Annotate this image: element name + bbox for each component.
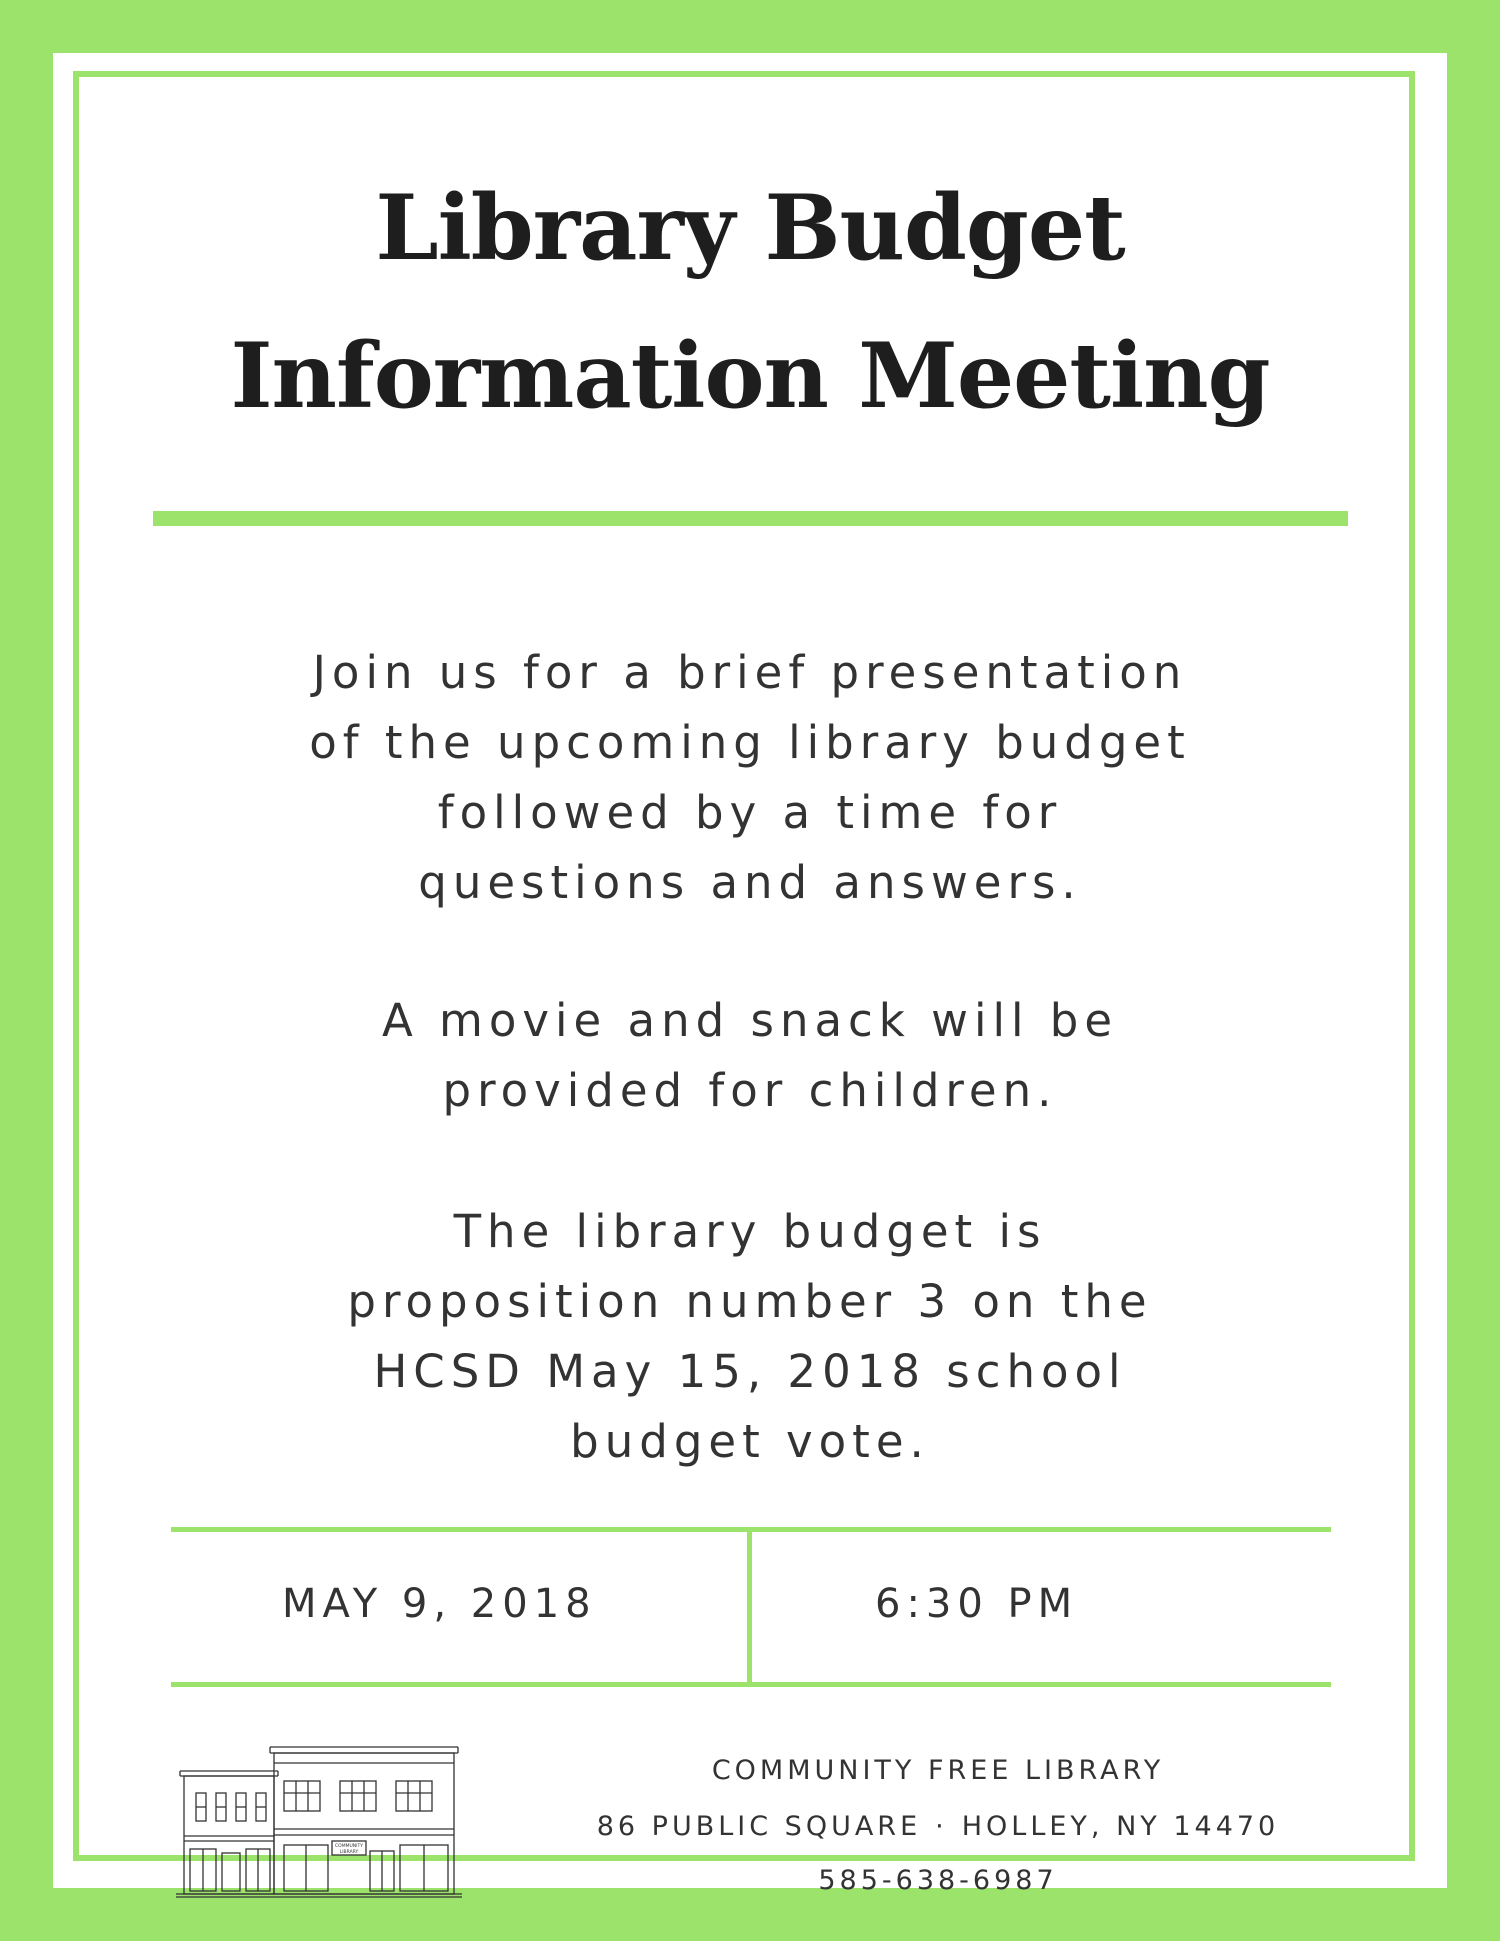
paragraph-line: HCSD May 15, 2018 school <box>373 1345 1127 1398</box>
paragraph-line: budget vote. <box>570 1415 930 1468</box>
city-state-zip: HOLLEY, NY 14470 <box>961 1811 1280 1842</box>
paragraph-line: followed by a time for <box>437 786 1063 839</box>
logo-sign-line-1: COMMUNITY <box>335 1844 363 1849</box>
paragraph-line: provided for children. <box>442 1064 1058 1117</box>
paragraph-children <box>53 986 1447 1126</box>
paragraph-proposition <box>53 1197 1447 1477</box>
library-name: COMMUNITY FREE LIBRARY <box>711 1755 1165 1786</box>
address-separator: · <box>935 1811 948 1842</box>
library-building-logo <box>174 1741 464 1901</box>
paragraph-line: of the upcoming library budget <box>309 716 1191 769</box>
flyer <box>53 53 1447 1896</box>
library-address <box>478 1809 1398 1845</box>
paragraph-line: Join us for a brief presentation <box>312 646 1188 699</box>
paragraph-line: The library budget is <box>453 1205 1047 1258</box>
event-row-divider <box>747 1527 752 1687</box>
title-line-1: Library Budget <box>375 175 1125 281</box>
paragraph-line: A movie and snack will be <box>381 994 1119 1047</box>
logo-sign-line-2: LIBRARY <box>339 1850 359 1855</box>
event-date: MAY 9, 2018 <box>282 1581 597 1627</box>
title-divider <box>153 511 1348 526</box>
library-phone: 585-638-6987 <box>818 1865 1058 1896</box>
paragraph-presentation <box>53 638 1447 918</box>
event-row-bottom-rule <box>171 1682 1331 1687</box>
paragraph-line: proposition number 3 on the <box>347 1275 1153 1328</box>
street-address: 86 PUBLIC SQUARE <box>596 1811 922 1842</box>
paragraph-line: questions and answers. <box>418 856 1082 909</box>
event-time: 6:30 PM <box>875 1581 1079 1627</box>
title-line-2: Information Meeting <box>230 323 1270 429</box>
